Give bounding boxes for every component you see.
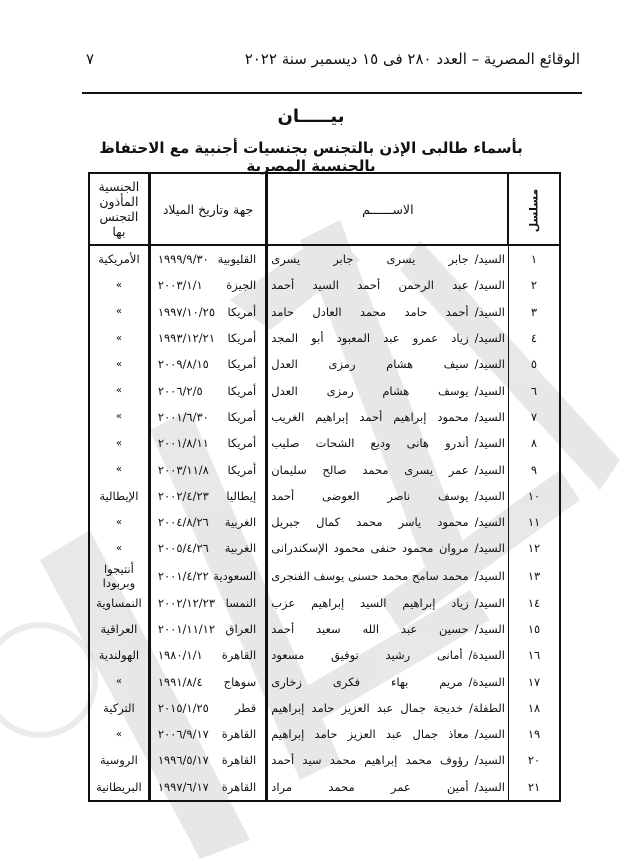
applicants-table [88,172,561,802]
birth-cell [149,404,266,430]
person-name: يوسف ناصر العوضى أحمد [271,488,469,503]
person-name: عمر يسرى محمد صالح سليمان [271,462,469,477]
table-row [89,325,560,351]
honorific: السيد/ [474,779,505,794]
birth-cell [149,562,266,590]
birth-date: ١٩٩٩/٩/٣٠ [157,252,209,267]
name-cell [267,430,509,456]
nationality-cell: النمساوية [96,595,142,610]
nationality-cell: التركية [103,700,135,715]
name-cell [267,299,509,325]
honorific: السيد/ [474,331,505,346]
person-name: خديجة جمال عبد العزيز حامد إبراهيم [271,700,464,715]
nationality-cell: » [115,411,122,423]
header-serial-label: مسلسل [527,188,541,232]
birth-cell [149,351,266,377]
birth-place: قطر [234,700,257,715]
name-cell [267,456,509,482]
honorific: السيد/ [474,727,505,742]
birth-date: ١٩٩٣/١٢/٢١ [157,331,215,346]
table-body [89,245,560,801]
person-name: مروان محمود حنفى محمود الإسكندرانى [271,541,469,556]
birth-cell [149,721,266,747]
birth-place: إيطاليا [226,488,257,503]
birth-cell [149,590,266,616]
honorific: السيد/ [474,595,505,610]
name-cell [267,774,509,801]
header-serial [508,173,560,245]
person-name: زياد عمرو عبد المعبود أبو المجد [271,331,469,346]
birth-cell [149,456,266,482]
birth-cell [149,616,266,642]
table-row [89,245,560,272]
honorific: السيد/ [474,753,505,768]
birth-place: أمريكا [227,409,257,424]
name-cell [267,535,509,561]
nationality-cell: » [115,332,122,344]
table-row [89,377,560,403]
serial-cell: ١ [508,245,560,272]
nationality-cell: » [115,728,122,740]
birth-date: ٢٠٠٣/١/١ [157,278,203,293]
nationality-cell: » [115,306,122,318]
birth-cell [149,245,266,272]
birth-date: ٢٠٠٢/٤/٢٣ [157,488,209,503]
birth-place: النمسا [225,595,257,610]
name-cell [267,245,509,272]
name-cell [267,616,509,642]
page-number: ٧ [86,50,95,68]
birth-cell [149,668,266,694]
honorific: السيد/ [474,462,505,477]
birth-place: أمريكا [227,462,257,477]
birth-cell [149,695,266,721]
nationality-cell: العراقية [100,622,138,636]
name-cell [267,509,509,535]
honorific: السيد/ [474,409,505,424]
table-row [89,590,560,616]
table-row [89,299,560,325]
table-row [89,774,560,801]
nationality-cell: الإيطالية [99,488,139,503]
honorific: الطفلة/ [469,700,505,715]
header-rule [82,92,582,94]
nationality-cell: » [115,464,122,476]
table-row [89,404,560,430]
nationality-cell: البريطانية [96,779,142,794]
birth-date: ١٩٨٠/١/١ [157,648,203,663]
serial-cell: ١٢ [508,535,560,561]
person-name: أحمد حامد محمد العادل حامد [271,304,469,319]
birth-cell [149,509,266,535]
serial-cell: ٥ [508,351,560,377]
table-row [89,668,560,694]
person-name: مريم بهاء فكرى زخارى [271,674,463,689]
birth-date: ٢٠٠٩/٨/١٥ [157,357,209,372]
serial-cell: ٢١ [508,774,560,801]
nationality-cell: » [115,542,122,554]
birth-place: أمريكا [227,331,257,346]
honorific: السيد/ [474,304,505,319]
birth-date: ١٩٩١/٨/٤ [157,674,203,689]
gazette-header-title: الوقائع المصرية – العدد ٢٨٠ فى ١٥ ديسمبر سنة ٢٠٢٢ [244,50,580,68]
serial-cell: ٧ [508,404,560,430]
serial-cell: ١٤ [508,590,560,616]
serial-cell: ٤ [508,325,560,351]
birth-place: الغربية [224,541,257,556]
table-row [89,456,560,482]
person-name: رؤوف محمد إبراهيم محمد سيد أحمد [271,753,469,768]
birth-place: القاهرة [221,648,257,663]
name-cell [267,272,509,298]
serial-cell: ١٩ [508,721,560,747]
header-name: الاســــــم [267,173,509,245]
honorific: السيد/ [474,541,505,556]
table-row [89,351,560,377]
birth-cell [149,299,266,325]
birth-date: ١٩٩٧/٦/١٧ [157,779,209,794]
nationality-cell: » [115,279,122,291]
birth-date: ٢٠٠٦/٩/١٧ [157,727,209,742]
serial-cell: ١١ [508,509,560,535]
nationality-cell: الأمريكية [98,252,140,267]
birth-date: ٢٠٠١/١١/١٢ [157,622,215,636]
person-name: عبد الرحمن أحمد السيد أحمد [271,278,469,293]
serial-cell: ٨ [508,430,560,456]
table-row [89,562,560,590]
serial-cell: ١٠ [508,483,560,509]
birth-cell [149,642,266,668]
name-cell [267,325,509,351]
person-name: زياد إبراهيم السيد إبراهيم عزب [271,595,469,610]
birth-place: الجيزة [226,278,257,293]
honorific: السيد/ [474,488,505,503]
honorific: السيد/ [474,383,505,398]
name-cell [267,377,509,403]
birth-date: ١٩٩٧/١٠/٢٥ [157,304,215,319]
document-title: بيـــــان [277,106,345,127]
serial-cell: ١٧ [508,668,560,694]
person-name: أندرو هانى وديع الشحات صليب [271,436,469,451]
nationality-cell: الروسية [99,753,138,768]
birth-place: أمريكا [227,383,257,398]
person-name: جابر يسرى جابر يسرى [271,252,469,267]
serial-cell: ١٨ [508,695,560,721]
table-header-row [89,173,560,245]
name-cell [267,721,509,747]
honorific: السيد/ [474,436,505,451]
table-row [89,721,560,747]
birth-place: أمريكا [227,304,257,319]
person-name: سيف هشام رمزى العدل [271,357,469,372]
name-cell [267,590,509,616]
table-row [89,616,560,642]
page-header [86,50,580,76]
honorific: السيد/ [474,515,505,530]
honorific: السيدة/ [468,674,505,689]
person-name: محمود ياسر محمد كمال جبريل [271,515,469,530]
name-cell [267,747,509,773]
nationality-cell: » [115,437,122,449]
serial-cell: ١٣ [508,562,560,590]
birth-date: ١٩٩٦/٥/١٧ [157,753,209,768]
birth-cell [149,325,266,351]
honorific: السيد/ [474,568,505,583]
table-row [89,642,560,668]
serial-cell: ١٦ [508,642,560,668]
serial-cell: ٣ [508,299,560,325]
person-name: حسين عبد الله سعيد أحمد [271,622,469,636]
header-place-date: جهة وتاريخ الميلاد [149,173,266,245]
name-cell [267,404,509,430]
birth-place: الغربية [224,515,257,530]
birth-place: العراق [225,622,257,636]
birth-place: القليوبية [217,252,257,267]
honorific: السيد/ [474,622,505,636]
nationality-cell: » [115,516,122,528]
birth-date: ٢٠٠١/٦/٣٠ [157,409,209,424]
birth-date: ٢٠٠١/٨/١١ [157,436,209,451]
honorific: السيد/ [474,252,505,267]
serial-cell: ٩ [508,456,560,482]
birth-place: القاهرة [221,753,257,768]
birth-date: ٢٠٠١/٤/٢٢ [157,568,209,583]
serial-cell: ١٥ [508,616,560,642]
name-cell [267,642,509,668]
header-nationality: الجنسية المأذون التجنس بها [89,173,149,245]
birth-date: ٢٠٠٣/١١/٨ [157,462,209,477]
honorific: السيد/ [474,278,505,293]
nationality-cell: » [115,358,122,370]
birth-cell [149,774,266,801]
birth-date: ٢٠٠٦/٢/٥ [157,383,203,398]
table-row [89,483,560,509]
birth-date: ٢٠٠٢/١٢/٢٣ [157,595,215,610]
birth-date: ٢٠٠٤/٨/٢٦ [157,515,209,530]
birth-cell [149,377,266,403]
nationality-cell: » [115,676,122,688]
table-row [89,535,560,561]
person-name: يوسف هشام رمزى العدل [271,383,469,398]
person-name: محمد سامح محمد حسنى يوسف الفنجرى [271,568,469,583]
honorific: السيدة/ [468,648,505,663]
birth-place: أمريكا [227,357,257,372]
birth-place: القاهرة [221,727,257,742]
serial-cell: ٢ [508,272,560,298]
birth-cell [149,535,266,561]
person-name: أمين عمر محمد مراد [271,779,469,794]
name-cell [267,695,509,721]
name-cell [267,668,509,694]
table-row [89,430,560,456]
nationality-cell: » [115,385,122,397]
serial-cell: ٢٠ [508,747,560,773]
birth-cell [149,747,266,773]
birth-cell [149,430,266,456]
birth-cell [149,483,266,509]
document-subtitle: بأسماء طالبى الإذن بالتجنس بجنسيات أجنبية مع الاحتفاظ بالجنسية المصرية [99,139,523,175]
table-row [89,509,560,535]
person-name: أمانى رشيد توفيق مسعود [271,648,463,663]
birth-date: ٢٠٠٥/٤/٢٦ [157,541,209,556]
nationality-cell: أنتيجوا وبربودا [102,561,136,590]
serial-cell: ٦ [508,377,560,403]
table-row [89,272,560,298]
table-row [89,695,560,721]
nationality-cell: الهولندية [98,648,140,663]
birth-place: سوهاج [223,674,257,689]
table-row [89,747,560,773]
name-cell [267,351,509,377]
birth-date: ٢٠١٥/١/٢٥ [157,700,209,715]
birth-place: القاهرة [221,779,257,794]
birth-cell [149,272,266,298]
honorific: السيد/ [474,357,505,372]
birth-place: السعودية [213,568,257,583]
birth-place: أمريكا [227,436,257,451]
person-name: محمود إبراهيم أحمد إبراهيم الغريب [271,409,469,424]
name-cell [267,483,509,509]
person-name: معاذ جمال عبد العزيز حامد إبراهيم [271,727,469,742]
name-cell [267,562,509,590]
